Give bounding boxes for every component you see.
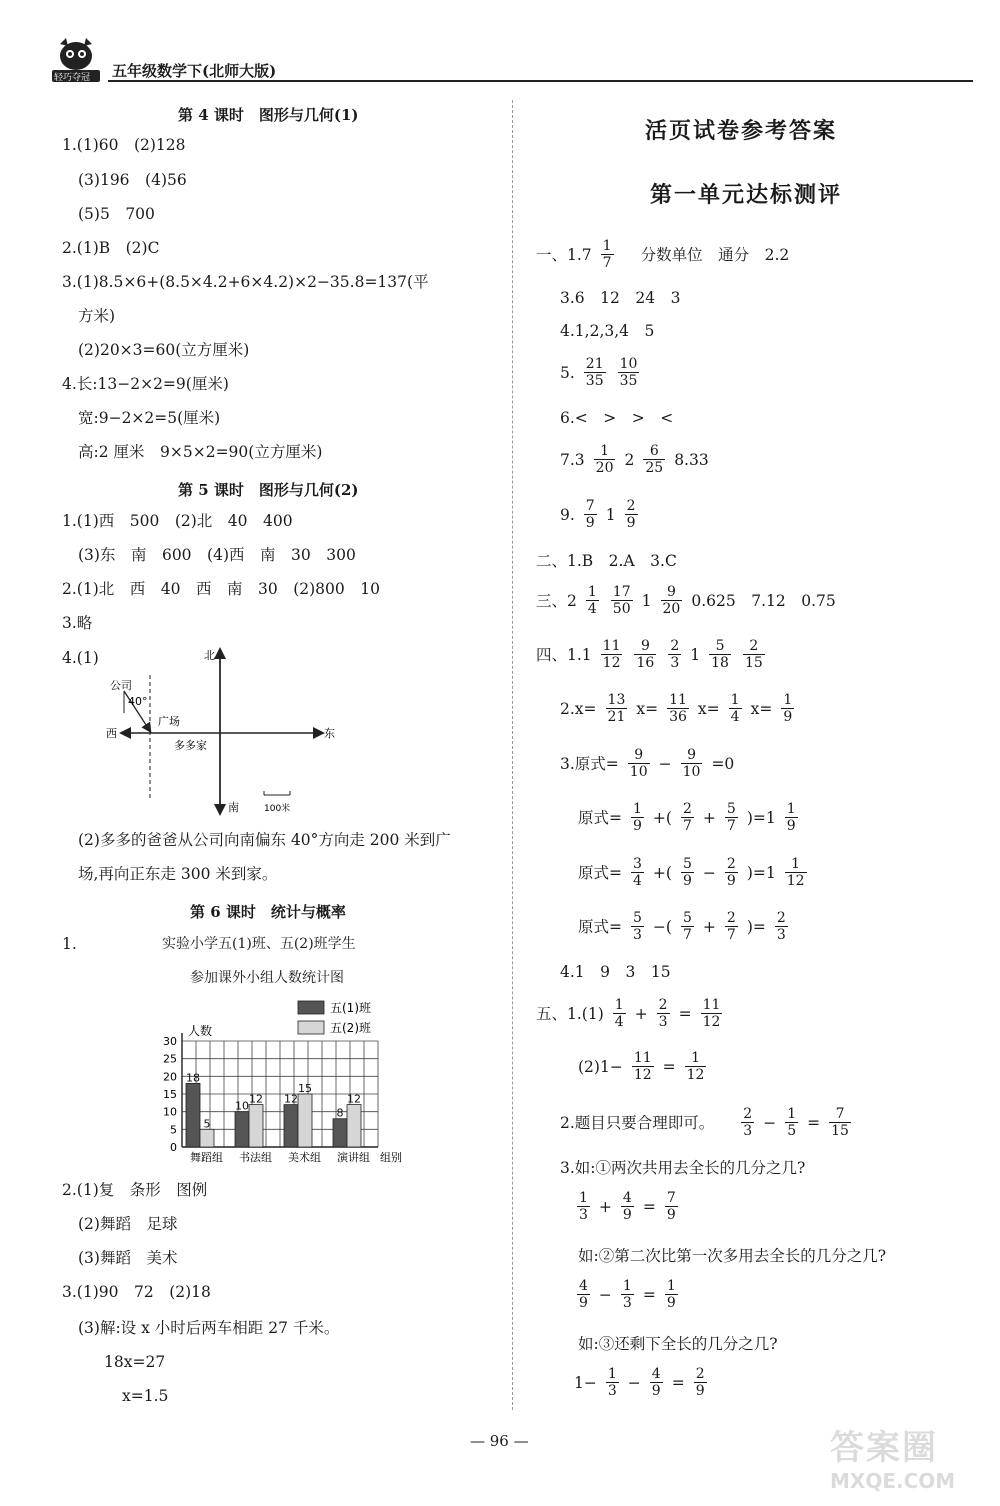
bar — [235, 1112, 249, 1147]
question-number: 1. — [62, 935, 77, 953]
section-title-4: 第 4 课时 图形与几何(1) — [178, 106, 359, 124]
answer-line: (2)舞蹈 足球 — [78, 1215, 178, 1233]
legend-swatch — [298, 1001, 324, 1014]
y-tick-label: 5 — [170, 1123, 177, 1137]
bar — [333, 1119, 347, 1147]
answer-line: 原式= $\frac{5}{3}$ −( $\frac{5}{7}$ + $\frac{2}{7}$ )= $\frac{2}{3}$ — [578, 910, 786, 943]
map-home: 多多家 — [174, 739, 207, 752]
answer-line: 2.(1)复 条形 图例 — [62, 1181, 208, 1199]
logo-text: 轻巧夺冠 — [54, 73, 91, 83]
answer-line: 2.题目只要合理即可。 $\frac{2}{3}$ − $\frac{1}{5}$ = $\frac{7}{15}$ — [560, 1106, 849, 1139]
chart-title-2: 参加课外小组人数统计图 — [190, 970, 344, 986]
map-north: 北 — [204, 649, 215, 662]
legend-swatch — [298, 1021, 324, 1034]
answer-line: 五、1.(1) $\frac{1}{4}$ + $\frac{2}{3}$ = $\frac{11}{12}$ — [536, 997, 721, 1030]
legend-label: 五(1)班 — [330, 1001, 371, 1015]
answer-line: 3.(1)8.5×6+(8.5×4.2+6×4.2)×2−35.8=137(平 — [62, 273, 429, 291]
answer-line: 2.(1)北 西 40 西 南 30 (2)800 10 — [62, 580, 380, 598]
answer-line: 3.6 12 24 3 — [560, 289, 681, 307]
answer-line: 高:2 厘米 9×5×2=90(立方厘米) — [78, 443, 323, 461]
answer-line: 四、1.1 $\frac{11}{12}$ $\frac{9}{16}$ $\frac{2}{3}$ 1 $\frac{5}{18}$ $\frac{2}{15}$ — [536, 638, 763, 671]
answer-line: 4.(1) — [62, 649, 99, 667]
answer-line: 2.(1)B (2)C — [62, 239, 160, 257]
x-tick-label: 美术组 — [288, 1151, 321, 1164]
right-title: 活页试卷参考答案 — [645, 118, 838, 144]
map-south: 南 — [228, 801, 239, 814]
answer-line: 3.(1)90 72 (2)18 — [62, 1283, 211, 1301]
header-rule — [108, 80, 973, 82]
bar — [347, 1105, 361, 1147]
answer-line: 4.1,2,3,4 5 — [560, 322, 655, 340]
watermark: 答案圈 MXQE.COM — [830, 1428, 956, 1493]
answer-line: 1.(1)西 500 (2)北 40 400 — [62, 512, 293, 530]
answer-line: 二、1.B 2.A 3.C — [536, 552, 677, 570]
answer-line: (2)1− $\frac{11}{12}$ = $\frac{1}{12}$ — [578, 1050, 705, 1083]
direction-map — [100, 645, 350, 820]
answer-line: 3.如:①两次共用去全长的几分之几? — [560, 1159, 806, 1177]
answer-line: 1.(1)60 (2)128 — [62, 136, 186, 154]
bar-chart — [140, 995, 430, 1170]
map-scale: 100米 — [264, 804, 291, 814]
answer-line: 宽:9−2×2=5(厘米) — [78, 409, 221, 427]
answer-line: (3)舞蹈 美术 — [78, 1249, 178, 1267]
bar-value-label: 12 — [347, 1092, 361, 1106]
unit-title: 第一单元达标测评 — [650, 182, 843, 208]
answer-line: 场,再向正东走 300 米到家。 — [78, 865, 278, 883]
y-tick-label: 30 — [163, 1035, 177, 1048]
bar-value-label: 18 — [186, 1071, 200, 1085]
answer-line: 3.略 — [62, 614, 93, 632]
answer-line: (3)东 南 600 (4)西 南 30 300 — [78, 546, 356, 564]
x-tick-label: 书法组 — [239, 1151, 272, 1164]
page-number: — 96 — — [470, 1432, 529, 1450]
bar — [298, 1094, 312, 1147]
y-tick-label: 25 — [163, 1052, 177, 1066]
x-tick-label: 舞蹈组 — [190, 1151, 223, 1164]
bar — [186, 1083, 200, 1147]
answer-line: (3)解:设 x 小时后两车相距 27 千米。 — [78, 1319, 340, 1337]
answer-line: 如:③还剩下全长的几分之几? — [578, 1335, 778, 1353]
answer-line: 5. $\frac{21}{35}$ $\frac{10}{35}$ — [560, 356, 638, 389]
answer-line: 一、1.7 $\frac{1}{7}$ 分数单位 通分 2.2 — [536, 238, 790, 271]
answer-line: 三、2 $\frac{1}{4}$ $\frac{17}{50}$ 1 $\frac{9}{20}$ 0.625 7.12 0.75 — [536, 584, 836, 617]
y-tick-label: 10 — [163, 1105, 177, 1119]
answer-line: 原式= $\frac{1}{9}$ +( $\frac{2}{7}$ + $\frac{5}{7}$ )=1 $\frac{1}{9}$ — [578, 801, 796, 834]
section-title-6: 第 6 课时 统计与概率 — [190, 903, 346, 921]
answer-line: 6.< > > < — [560, 409, 674, 427]
answer-line: $\frac{4}{9}$ − $\frac{1}{3}$ = $\frac{1}{9}$ — [579, 1278, 676, 1311]
bar-value-label: 8 — [336, 1106, 344, 1120]
chart-title-1: 实验小学五(1)班、五(2)班学生 — [162, 936, 356, 952]
logo — [48, 36, 104, 84]
answer-line: 原式= $\frac{3}{4}$ +( $\frac{5}{9}$ − $\frac{2}{9}$ )=1 $\frac{1}{12}$ — [578, 856, 805, 889]
map-angle: 40° — [128, 695, 148, 708]
y-axis-label: 人数 — [188, 1024, 213, 1038]
answer-line: 4.长:13−2×2=9(厘米) — [62, 375, 229, 393]
map-square: 广场 — [158, 715, 180, 728]
bar — [249, 1105, 263, 1147]
section-title-5: 第 5 课时 图形与几何(2) — [178, 481, 359, 499]
answer-line: $\frac{1}{3}$ + $\frac{4}{9}$ = $\frac{7}{9}$ — [579, 1190, 676, 1223]
answer-line: 4.1 9 3 15 — [560, 963, 671, 981]
bar-value-label: 12 — [249, 1092, 263, 1106]
bar-value-label: 15 — [298, 1082, 312, 1095]
x-axis-label: 组别 — [380, 1151, 402, 1164]
map-east: 东 — [324, 727, 335, 740]
answer-line: 3.原式= $\frac{9}{10}$ − $\frac{9}{10}$ =0 — [560, 747, 735, 780]
bar-value-label: 10 — [235, 1099, 249, 1113]
answer-line: 1− $\frac{1}{3}$ − $\frac{4}{9}$ = $\frac{2}{9}$ — [574, 1366, 705, 1399]
answer-line: 2.x= $\frac{13}{21}$ x= $\frac{11}{36}$ x= $\frac{1}{4}$ x= $\frac{1}{9}$ — [560, 692, 793, 725]
answer-line: (3)196 (4)56 — [78, 171, 187, 189]
answer-line: 18x=27 — [104, 1353, 166, 1371]
bar-value-label: 5 — [203, 1117, 211, 1131]
y-tick-label: 15 — [163, 1088, 177, 1101]
y-tick-label: 0 — [170, 1141, 177, 1154]
bar — [284, 1105, 298, 1147]
answer-line: 7.3 $\frac{1}{20}$ 2 $\frac{6}{25}$ 8.33 — [560, 443, 709, 476]
answer-line: 方米) — [78, 307, 116, 325]
answer-line: x=1.5 — [122, 1387, 169, 1405]
answer-line: 如:②第二次比第一次多用去全长的几分之几? — [578, 1247, 887, 1265]
legend-label: 五(2)班 — [330, 1021, 371, 1035]
y-tick-label: 20 — [163, 1070, 177, 1084]
answer-line: (2)多多的爸爸从公司向南偏东 40°方向走 200 米到广 — [78, 831, 451, 849]
column-divider — [512, 100, 513, 1410]
answer-line: 9. $\frac{7}{9}$ 1 $\frac{2}{9}$ — [560, 498, 636, 531]
bar — [200, 1129, 214, 1147]
answer-line: (5)5 700 — [78, 205, 155, 223]
answer-line: (2)20×3=60(立方厘米) — [78, 341, 250, 359]
map-west: 西 — [106, 727, 117, 740]
bar-value-label: 12 — [284, 1092, 298, 1106]
x-tick-label: 演讲组 — [337, 1151, 370, 1164]
header-title: 五年级数学下(北师大版) — [112, 62, 277, 80]
map-company: 公司 — [110, 679, 132, 692]
